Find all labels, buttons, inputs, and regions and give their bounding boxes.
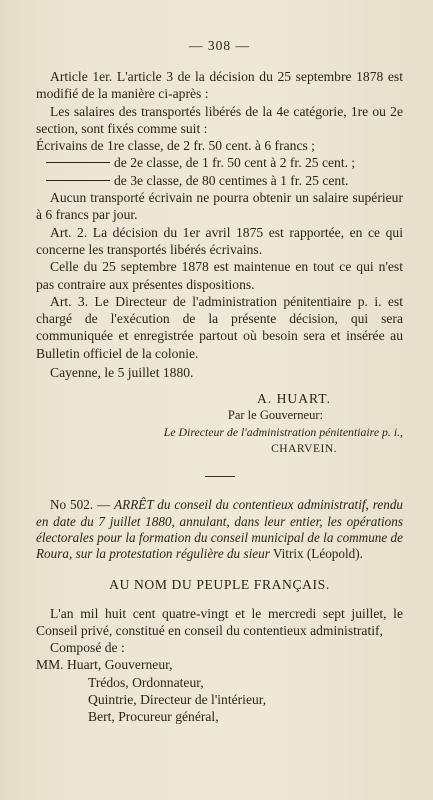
article3-text: Art. 3. Le Directeur de l'administration pénitentiaire p. i. est chargé de l'exécution de la présente décision, qui sera communiquée et enregistrée partout où besoin sera et insérée au Bulletin officiel de la colonie.: [36, 293, 403, 361]
article2-text2: Celle du 25 septembre 1878 est maintenue en tout ce qui n'est pas contraire aux présentes dispositions.: [36, 259, 403, 292]
arrete-title: [36, 497, 403, 562]
salary-line-3-text: de 3e classe, de 80 centimes à 1 fr. 25 cent.: [114, 172, 349, 188]
section-separator: [205, 476, 235, 477]
section-heading: AU NOM DU PEUPLE FRANÇAIS.: [109, 576, 330, 592]
member-2: Trédos, Ordonnateur,: [88, 674, 204, 690]
article1-max: Aucun transporté écrivain ne pourra obtenir un salaire supérieur à 6 francs par jour.: [36, 190, 403, 223]
place-date: Cayenne, le 5 juillet 1880.: [50, 365, 194, 381]
member-3: Quintrie, Directeur de l'intérieur,: [88, 692, 267, 708]
signature-name: A. HUART.: [256, 391, 331, 407]
salary-line-2-text: de 2e classe, de 1 fr. 50 cent à 2 fr. 25 cent. ;: [114, 155, 356, 171]
arrete-number: No 502. —: [50, 497, 111, 513]
member-1: MM. Huart, Gouverneur,: [36, 657, 173, 673]
signature-director-name: CHARVEIN.: [271, 443, 337, 456]
preamble: L'an mil huit cent quatre-vingt et le mercredi sept juillet, le Conseil privé, constitué en conseil du contentieux administratif,: [36, 605, 403, 638]
ditto-dash: [46, 180, 110, 181]
signature-par: Par le Gouverneur:: [227, 408, 323, 423]
article2-text: Art. 2. La décision du 1er avril 1875 est rapportée, en ce qui concerne les transportés libérés écrivains.: [36, 224, 403, 257]
salary-line-1: Écrivains de 1re classe, de 2 fr. 50 cent. à 6 francs ;: [36, 138, 315, 154]
member-4: Bert, Procureur général,: [88, 709, 219, 725]
page-number: — 308 —: [189, 38, 250, 53]
compose-label: Composé de :: [50, 640, 125, 656]
article1-salaries: Les salaires des transportés libérés de la 4e catégorie, 1re ou 2e section, sont fixés comme suit :: [36, 103, 403, 136]
salary-line-3: [36, 172, 403, 189]
article1-intro: Article 1er. L'article 3 de la décision du 25 septembre 1878 est modifié de la manière ci-après :: [36, 69, 403, 102]
salary-line-2: [36, 154, 403, 171]
arrete-title-text: ARRÊT du conseil du contentieux administratif, rendu en date du 7 juillet 1880, annulant, dans leur entier, les opérations électorales pour la formation du conseil municipal de la commune de Roura, sur la protestation régulière du sieur: [36, 497, 404, 562]
ditto-dash: [46, 162, 110, 163]
signature-director: Le Directeur de l'administration pénitentiaire p. i.,: [163, 425, 403, 440]
arrete-complainant: Vitrix (Léopold).: [272, 546, 363, 562]
